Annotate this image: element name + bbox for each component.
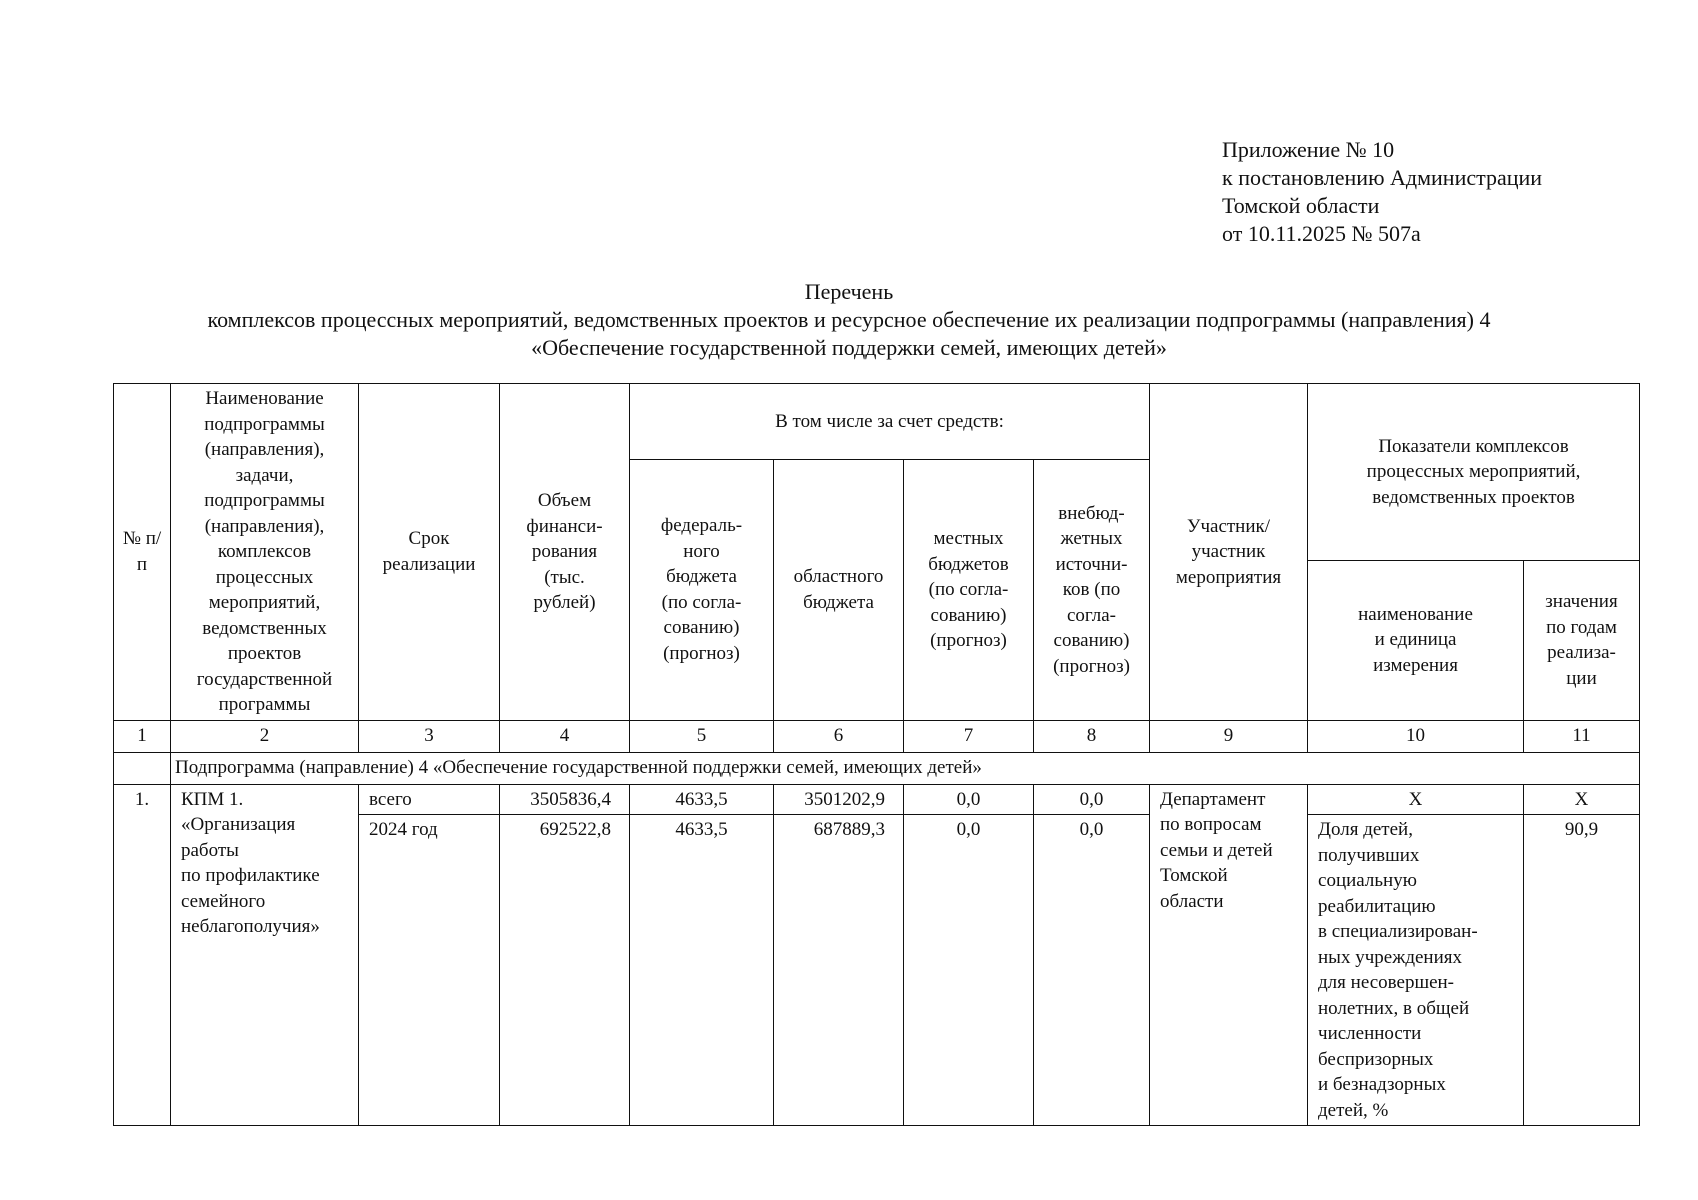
header-funding-group: В том числе за счет средств:	[630, 384, 1150, 460]
document-heading	[110, 278, 1588, 362]
header-federal: федераль- ного бюджета (по согла- сованию) (прогноз)	[630, 460, 774, 721]
extrabudget-cell: 0,0	[1034, 784, 1150, 815]
extrabudget-cell: 0,0	[1034, 815, 1150, 1126]
row-name: КПМ 1. «Организация работы по профилактике семейного неблагополучия»	[171, 784, 359, 1126]
column-number: 2	[171, 720, 359, 752]
indicator-value-cell: Х	[1524, 784, 1640, 815]
period-cell: 2024 год	[359, 815, 500, 1126]
federal-cell: 4633,5	[630, 815, 774, 1126]
total-cell: 3505836,4	[500, 784, 630, 815]
regional-cell: 687889,3	[774, 815, 904, 1126]
column-number: 10	[1308, 720, 1524, 752]
header-number-text: № п/п	[122, 528, 162, 575]
column-number: 11	[1524, 720, 1640, 752]
header-indicator-name: наименование и единица измерения	[1308, 560, 1524, 720]
appendix-line: Приложение № 10	[1222, 137, 1395, 162]
regional-cell: 3501202,9	[774, 784, 904, 815]
column-number: 8	[1034, 720, 1150, 752]
column-number: 9	[1150, 720, 1308, 752]
header-indicators-group: Показатели комплексов процессных мероприятий, ведомственных проектов	[1308, 384, 1640, 561]
header-number	[114, 384, 171, 721]
header-name: Наименование подпрограммы (направления), задачи, подпрограммы (направления), комплексов процессных мероприятий, ведомственных проектов государственной программы	[171, 384, 359, 721]
column-number: 3	[359, 720, 500, 752]
appendix-date-line: от 10.11.2025 № 507а	[1222, 221, 1421, 246]
column-numbers-row	[114, 720, 1640, 752]
header-financing-volume: Объем финанси- рования (тыс. рублей)	[500, 384, 630, 721]
indicator-value-cell: 90,9	[1524, 815, 1640, 1126]
indicator-name-cell: Х	[1308, 784, 1524, 815]
appendix-block	[1222, 136, 1542, 248]
subprogram-title: Подпрограмма (направление) 4 «Обеспечение государственной поддержки семей, имеющих детей»	[171, 752, 1640, 784]
indicator-name-cell: Доля детей, получивших социальную реабилитацию в специализирован- ных учреждениях для несовершен- нолетних, в общей численности беспризорных и безнадзорных детей, %	[1308, 815, 1524, 1126]
participant-cell: Департамент по вопросам семьи и детей Томской области	[1150, 784, 1308, 1126]
column-number: 7	[904, 720, 1034, 752]
federal-cell: 4633,5	[630, 784, 774, 815]
table-row	[114, 784, 1640, 815]
column-number: 1	[114, 720, 171, 752]
header-regional: областного бюджета	[774, 460, 904, 721]
heading-subtitle: комплексов процессных мероприятий, ведомственных проектов и ресурсное обеспечение их реализации подпрограммы (направления) 4	[207, 307, 1491, 332]
row-number: 1.	[114, 784, 171, 1126]
column-number: 5	[630, 720, 774, 752]
appendix-line: Томской области	[1222, 193, 1380, 218]
header-period: Срок реализации	[359, 384, 500, 721]
header-participant: Участник/ участник мероприятия	[1150, 384, 1308, 721]
period-cell: всего	[359, 784, 500, 815]
header-local: местных бюджетов (по согла- сованию) (прогноз)	[904, 460, 1034, 721]
local-cell: 0,0	[904, 784, 1034, 815]
heading-subtitle: «Обеспечение государственной поддержки семей, имеющих детей»	[531, 335, 1167, 360]
subprogram-row	[114, 752, 1640, 784]
program-table	[113, 383, 1640, 1126]
header-extrabudget: внебюд- жетных источни- ков (по согла- сованию) (прогноз)	[1034, 460, 1150, 721]
header-indicator-values: значения по годам реализа- ции	[1524, 560, 1640, 720]
total-cell: 692522,8	[500, 815, 630, 1126]
column-number: 6	[774, 720, 904, 752]
appendix-line: к постановлению Администрации	[1222, 165, 1543, 190]
local-cell: 0,0	[904, 815, 1034, 1126]
heading-title: Перечень	[804, 279, 894, 304]
subprogram-number-cell	[114, 752, 171, 784]
column-number: 4	[500, 720, 630, 752]
